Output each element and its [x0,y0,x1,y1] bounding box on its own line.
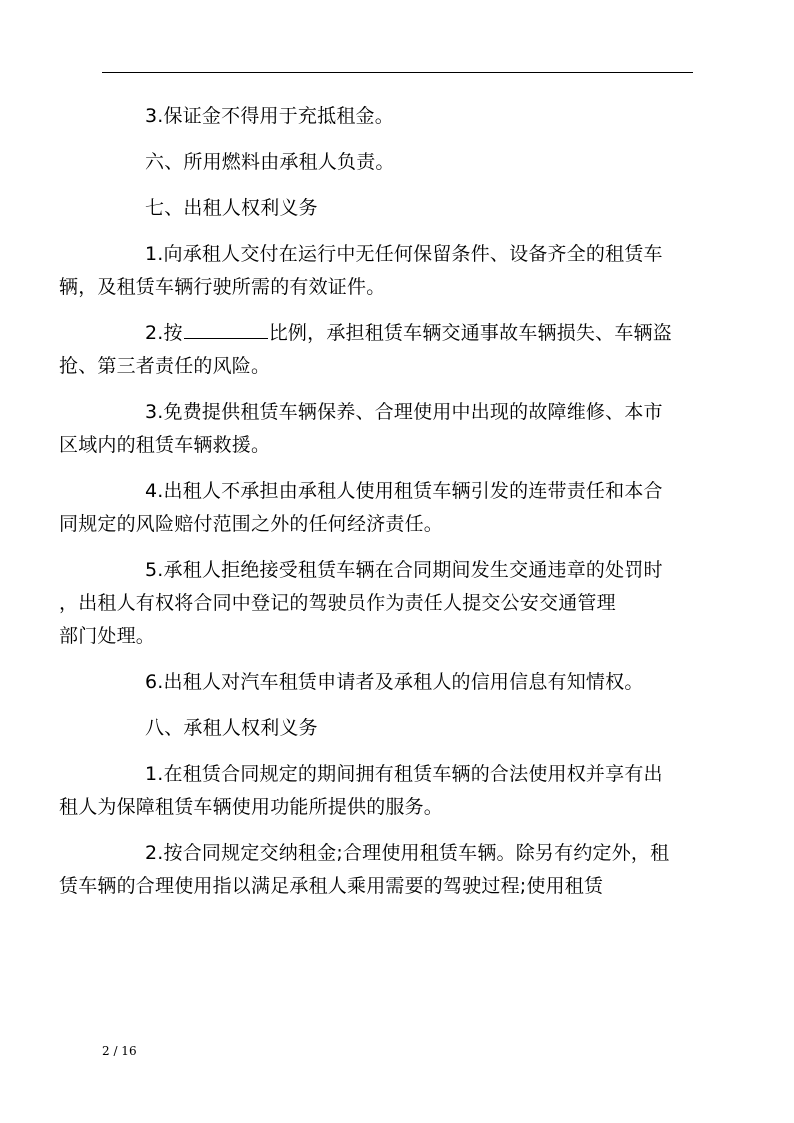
section-six: 六、所用燃料由承租人负责。 [145,151,395,173]
fill-in-blank [184,320,268,339]
lessee-right-1: 1.在租赁合同规定的期间拥有租赁车辆的合法使用权并享有出 租人为保障租赁车辆使用功能所提供的服务。 [59,763,663,818]
page-number: 2 / 16 [102,1044,137,1058]
lessor-duty-3: 3.免费提供租赁车辆保养、合理使用中出现的故障维修、本市 区域内的租赁车辆救援。 [59,401,663,456]
header-rule [102,72,693,73]
lessor-duty-2: 2.按 比例，承担租赁车辆交通事故车辆损失、车辆盗 抢、第三者责任的风险。 [59,322,672,377]
section-seven-heading: 七、出租人权利义务 [145,197,318,219]
lessor-duty-4: 4.出租人不承担由承租人使用租赁车辆引发的连带责任和本合 同规定的风险赔付范围之外的任何经济责任。 [59,480,663,535]
lessor-duty-5: 5.承租人拒绝接受租赁车辆在合同期间发生交通违章的处罚时 ，出租人有权将合同中登记的驾驶员作为责任人提交公安交通管理 部门处理。 [59,559,663,647]
paragraph-deposit-rule: 3.保证金不得用于充抵租金。 [145,105,394,127]
lessor-duty-2-prefix: 2.按 [145,322,183,344]
lessee-right-2: 2.按合同规定交纳租金;合理使用租赁车辆。除另有约定外，租 赁车辆的合理使用指以满足承租人乘用需要的驾驶过程;使用租赁 [59,842,670,897]
section-eight-heading: 八、承租人权利义务 [145,717,318,739]
document-body [59,100,693,916]
lessor-duty-6: 6.出租人对汽车租赁申请者及承租人的信用信息有知情权。 [145,671,644,693]
lessor-duty-1: 1.向承租人交付在运行中无任何保留条件、设备齐全的租赁车 辆，及租赁车辆行驶所需的有效证件。 [59,243,663,298]
